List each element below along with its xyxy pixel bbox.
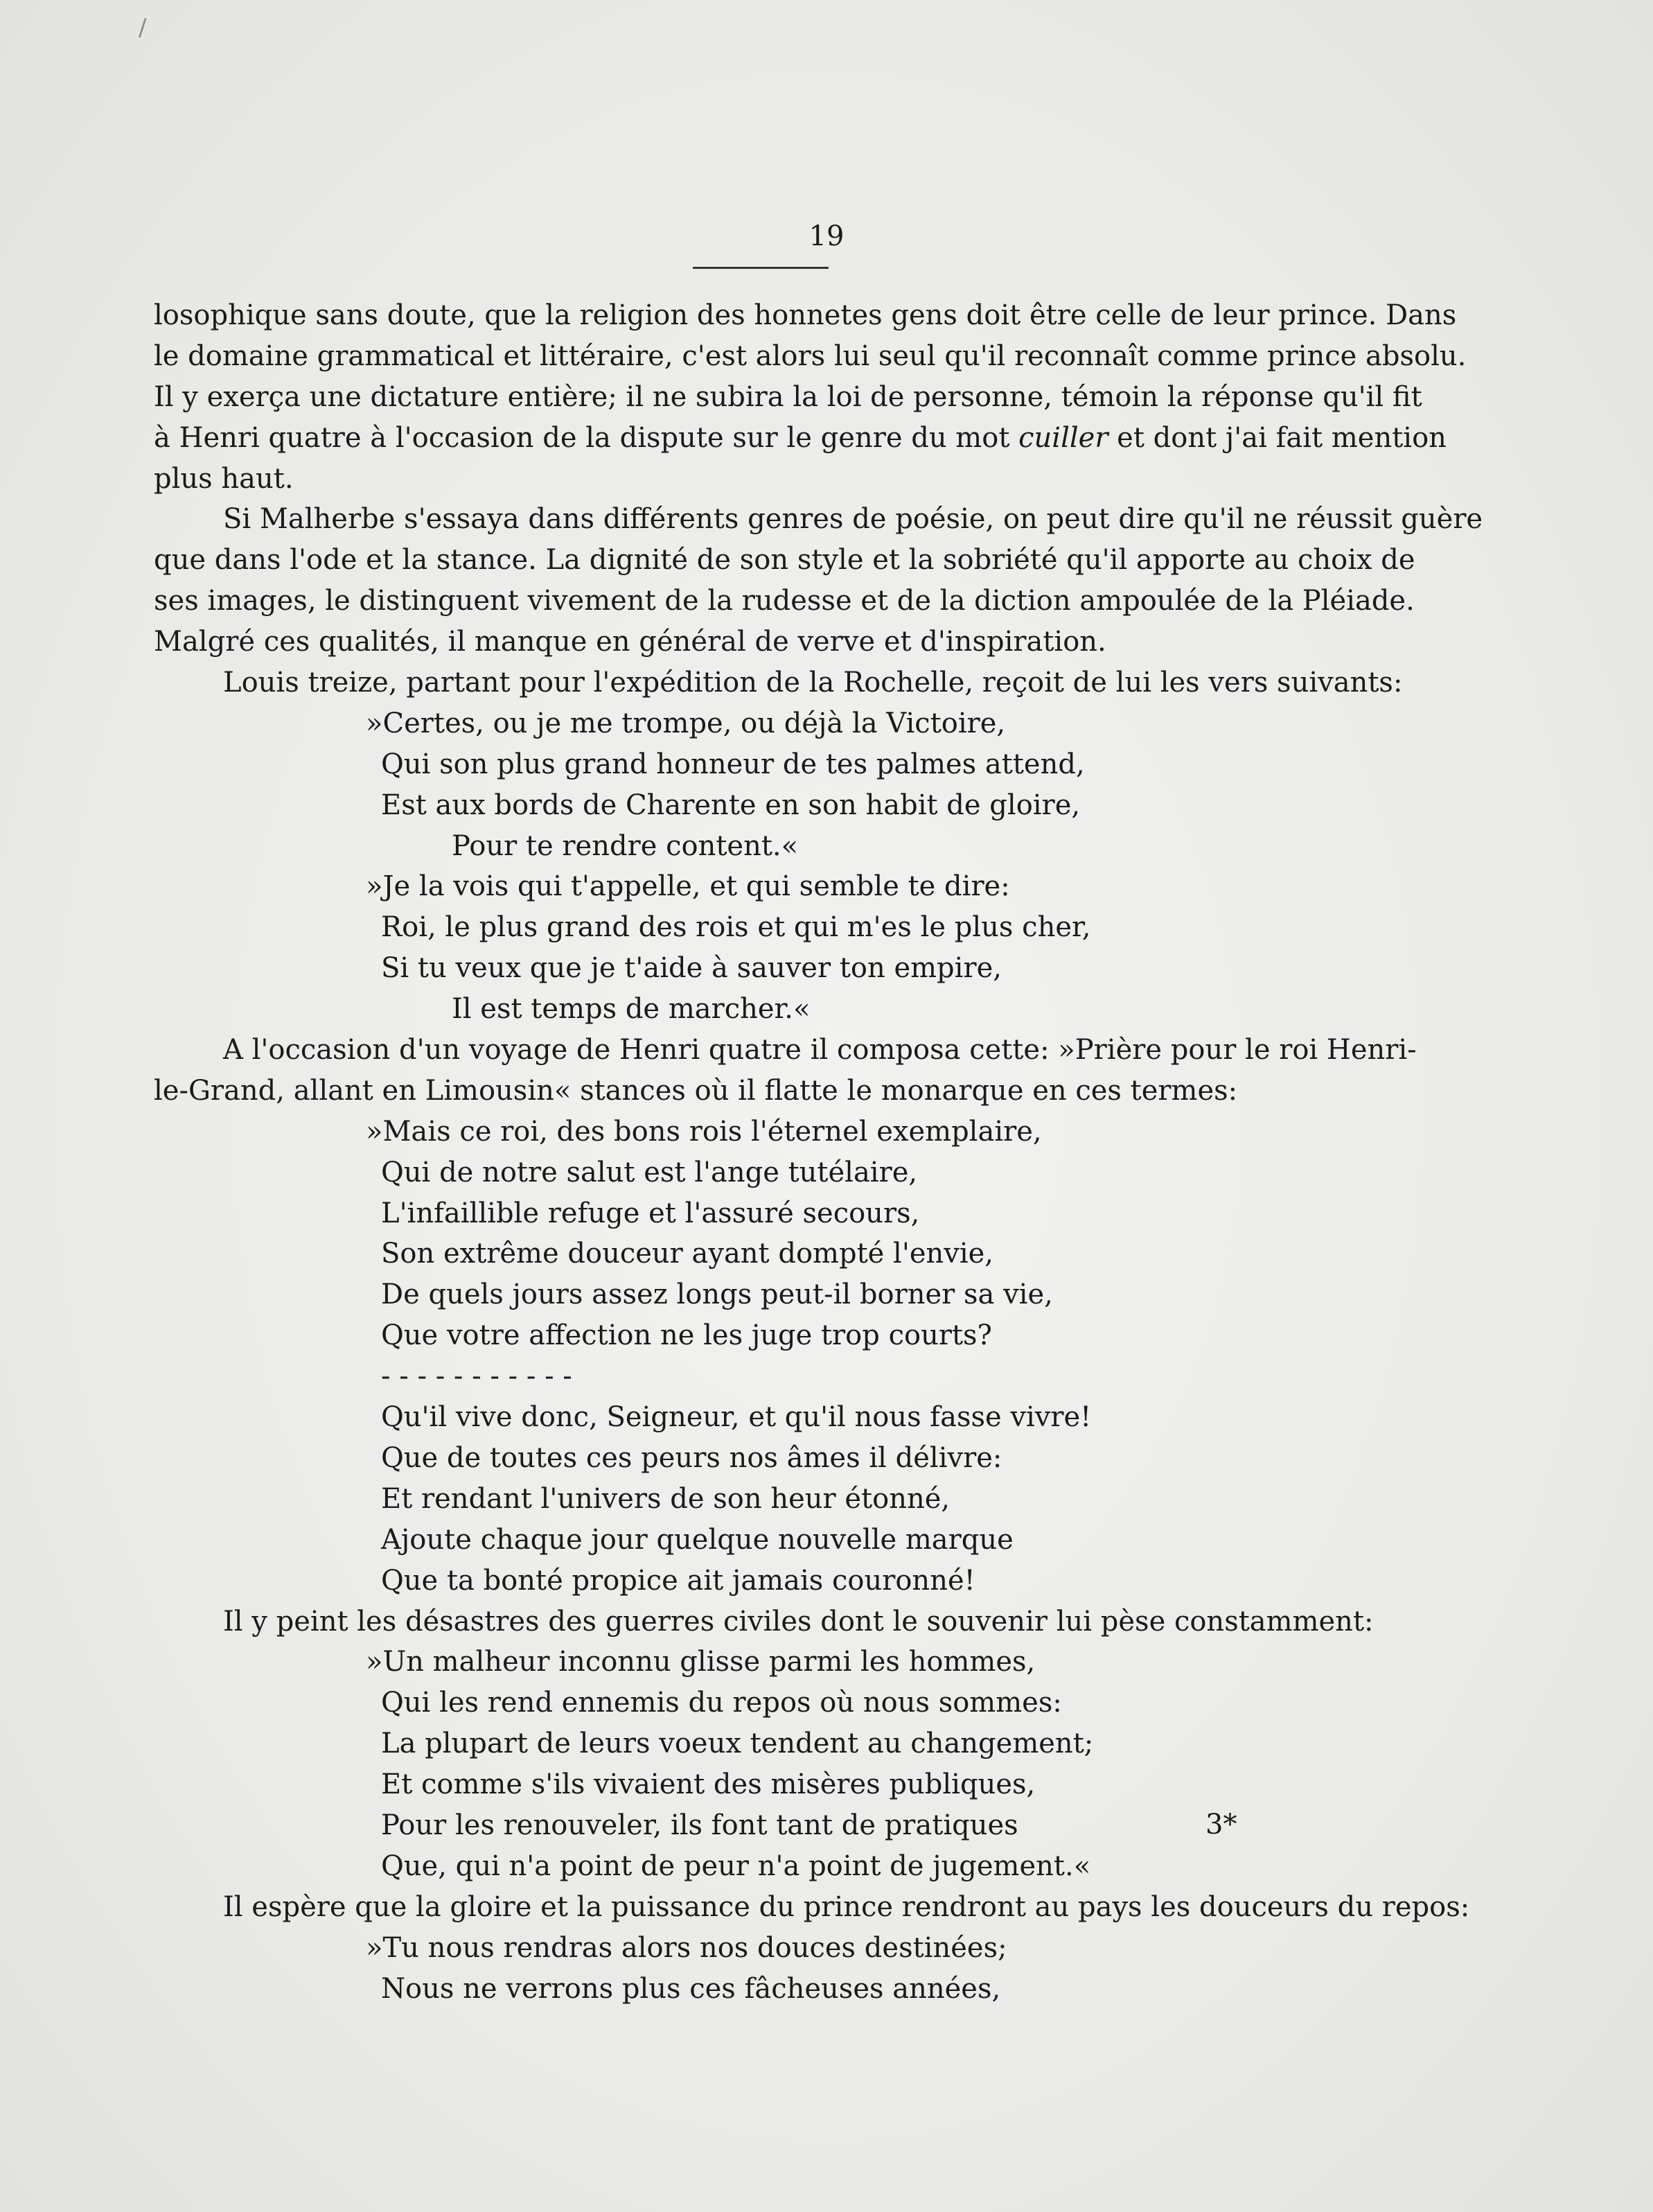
text-line: plus haut. xyxy=(154,462,294,495)
text-line: »Tu nous rendras alors nos douces destinées; xyxy=(366,1931,1007,1964)
text-line: Il est temps de marcher.« xyxy=(452,993,811,1026)
text-line: Son extrême douceur ayant dompté l'envie, xyxy=(381,1238,994,1270)
text-line: le-Grand, allant en Limousin« stances où il flatte le monarque en ces termes: xyxy=(154,1074,1238,1107)
text-line: A l'occasion d'un voyage de Henri quatre il composa cette: »Prière pour le roi Henri- xyxy=(223,1034,1417,1066)
text-line: Roi, le plus grand des rois et qui m'es le plus cher, xyxy=(381,911,1091,944)
text-line: Qui de notre salut est l'ange tutélaire, xyxy=(381,1156,918,1188)
text-line: - - - - - - - - - - - xyxy=(381,1360,572,1393)
italic-word: cuiller xyxy=(1018,421,1108,454)
text-line: »Je la vois qui t'appelle, et qui semble te dire: xyxy=(366,870,1010,903)
text-line: que dans l'ode et la stance. La dignité de son style et la sobriété qu'il apporte au choix de xyxy=(154,544,1415,577)
text-line: ses images, le distinguent vivement de la rudesse et de la diction ampoulée de la Pléiade. xyxy=(154,585,1415,617)
text-line: Que votre affection ne les juge trop courts? xyxy=(381,1319,992,1352)
text-line: Il y peint les désastres des guerres civiles dont le souvenir lui pèse constamment: xyxy=(223,1605,1374,1638)
text-line: à Henri quatre à l'occasion de la dispute sur le genre du mot cuiller et dont j'ai fait mention xyxy=(154,421,1447,454)
text-line: Que de toutes ces peurs nos âmes il délivre: xyxy=(381,1441,1002,1474)
text-line: La plupart de leurs voeux tendent au changement; xyxy=(381,1728,1094,1760)
text-line: De quels jours assez longs peut-il borner sa vie, xyxy=(381,1279,1053,1311)
text-line: Que ta bonté propice ait jamais couronné! xyxy=(381,1564,975,1597)
text-line: Si tu veux que je t'aide à sauver ton empire, xyxy=(381,952,1002,985)
text-line: Que, qui n'a point de peur n'a point de jugement.« xyxy=(381,1850,1091,1882)
text-line: Pour te rendre content.« xyxy=(452,830,799,862)
text-line: Ajoute chaque jour quelque nouvelle marque xyxy=(381,1523,1014,1556)
text-line: Il y exerça une dictature entière; il ne subira la loi de personne, témoin la réponse qu'il fit xyxy=(154,380,1422,413)
body-text xyxy=(154,295,1483,2009)
text-line: Est aux bords de Charente en son habit de gloire, xyxy=(381,789,1081,821)
text-line: Qui les rend ennemis du repos où nous sommes: xyxy=(381,1687,1062,1719)
text-line: L'infaillible refuge et l'assuré secours, xyxy=(381,1197,920,1229)
text-line: Louis treize, partant pour l'expédition de la Rochelle, reçoit de lui les vers suivants: xyxy=(223,667,1403,699)
text-line: Qu'il vive donc, Seigneur, et qu'il nous fasse vivre! xyxy=(381,1401,1092,1434)
signature-mark: 3* xyxy=(1205,1809,1237,1841)
text-line: Et comme s'ils vivaient des misères publiques, xyxy=(381,1768,1036,1801)
text-line: le domaine grammatical et littéraire, c'est alors lui seul qu'il reconnaît comme prince absolu. xyxy=(154,340,1467,372)
text-line: »Un malheur inconnu glisse parmi les hommes, xyxy=(366,1646,1036,1678)
text-line: Nous ne verrons plus ces fâcheuses années, xyxy=(381,1972,1001,2005)
text-line: Pour les renouveler, ils font tant de pratiques xyxy=(381,1809,1018,1841)
text-line: Malgré ces qualités, il manque en général de verve et d'inspiration. xyxy=(154,626,1106,658)
text-line: Et rendant l'univers de son heur étonné, xyxy=(381,1482,951,1515)
page-number-rule xyxy=(693,267,829,269)
text-line: losophique sans doute, que la religion des honnetes gens doit être celle de leur prince. Dans xyxy=(154,299,1457,331)
text-line: Il espère que la gloire et la puissance du prince rendront au pays les douceurs du repos: xyxy=(223,1890,1470,1923)
page-number: 19 xyxy=(808,220,845,252)
text-line: »Mais ce roi, des bons rois l'éternel exemplaire, xyxy=(366,1115,1042,1148)
text-line: »Certes, ou je me trompe, ou déjà la Victoire, xyxy=(366,707,1006,739)
text-line: Si Malherbe s'essaya dans différents genres de poésie, on peut dire qu'il ne réussit guère xyxy=(223,503,1483,536)
text-line: Qui son plus grand honneur de tes palmes attend, xyxy=(381,748,1085,780)
scan-speck: / xyxy=(139,14,147,42)
